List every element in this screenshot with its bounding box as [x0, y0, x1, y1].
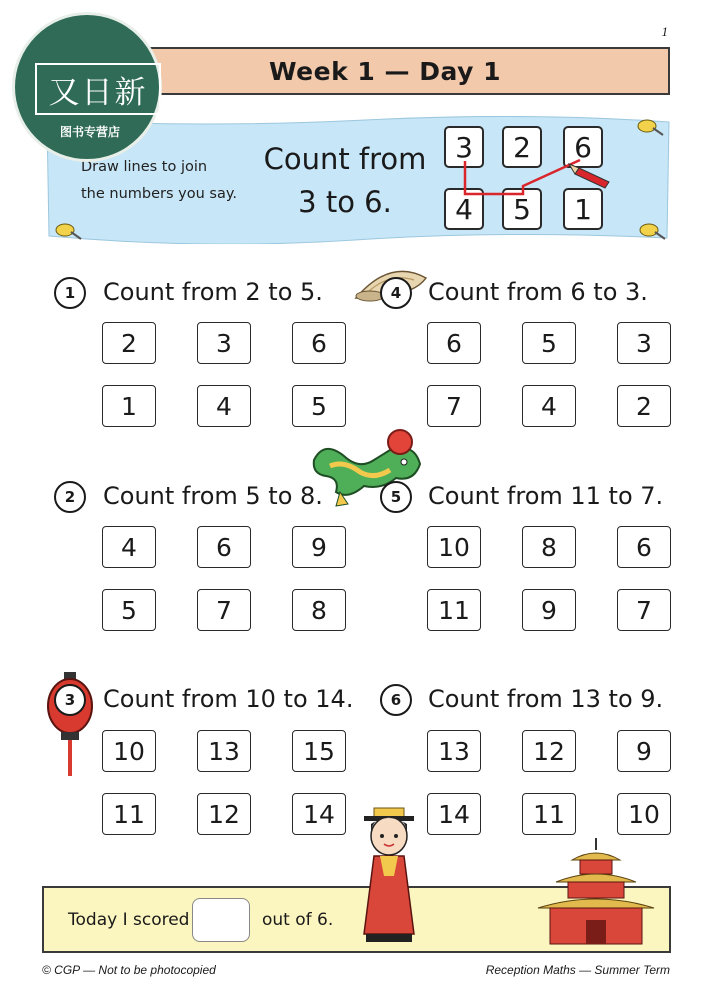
page-number: 1 — [661, 24, 668, 39]
number-box[interactable]: 6 — [427, 322, 481, 364]
question-number: 3 — [54, 684, 86, 716]
number-box[interactable]: 15 — [292, 730, 346, 772]
number-box[interactable]: 8 — [522, 526, 576, 568]
score-label: Today I scored — [68, 910, 190, 930]
question-number: 4 — [380, 277, 412, 309]
example-box: 1 — [563, 188, 603, 230]
number-box[interactable]: 12 — [197, 793, 251, 835]
number-box[interactable]: 10 — [427, 526, 481, 568]
number-box[interactable]: 10 — [102, 730, 156, 772]
number-box[interactable]: 10 — [617, 793, 671, 835]
number-box[interactable]: 13 — [197, 730, 251, 772]
number-box[interactable]: 5 — [522, 322, 576, 364]
number-box[interactable]: 11 — [102, 793, 156, 835]
princess-illustration — [358, 806, 420, 946]
question-text: Count from 13 to 9. — [428, 685, 664, 713]
example-box: 3 — [444, 126, 484, 168]
number-box[interactable]: 3 — [617, 322, 671, 364]
watermark-sub-text: 图书专营店 — [59, 125, 120, 139]
score-suffix: out of 6. — [262, 910, 334, 930]
example-box: 4 — [444, 188, 484, 230]
footer-copyright: © CGP — Not to be photocopied — [42, 963, 216, 977]
watermark-logo — [12, 12, 162, 162]
question-number: 6 — [380, 684, 412, 716]
number-box[interactable]: 11 — [427, 589, 481, 631]
footer-book-title: Reception Maths — Summer Term — [485, 963, 670, 977]
number-box[interactable]: 7 — [427, 385, 481, 427]
number-box[interactable]: 12 — [522, 730, 576, 772]
question-text: Count from 10 to 14. — [103, 685, 354, 713]
number-box[interactable]: 6 — [292, 322, 346, 364]
number-box[interactable]: 6 — [617, 526, 671, 568]
number-box[interactable]: 9 — [617, 730, 671, 772]
page-title: Week 1 — Day 1 — [269, 56, 501, 86]
example-box: 6 — [563, 126, 603, 168]
number-box[interactable]: 13 — [427, 730, 481, 772]
question-text: Count from 2 to 5. — [103, 278, 323, 306]
example-count-line: 3 to 6. — [298, 185, 392, 219]
number-box[interactable]: 4 — [522, 385, 576, 427]
number-box[interactable]: 14 — [427, 793, 481, 835]
number-box[interactable]: 5 — [102, 589, 156, 631]
number-box[interactable]: 7 — [617, 589, 671, 631]
number-box[interactable]: 9 — [522, 589, 576, 631]
number-box[interactable]: 11 — [522, 793, 576, 835]
number-box[interactable]: 2 — [102, 322, 156, 364]
question-text: Count from 11 to 7. — [428, 482, 664, 510]
number-box[interactable]: 8 — [292, 589, 346, 631]
question-number: 2 — [54, 481, 86, 513]
instruction-line: the numbers you say. — [81, 186, 237, 202]
number-box[interactable]: 9 — [292, 526, 346, 568]
number-box[interactable]: 7 — [197, 589, 251, 631]
pagoda-illustration — [532, 838, 660, 946]
number-box[interactable]: 14 — [292, 793, 346, 835]
number-box[interactable]: 2 — [617, 385, 671, 427]
title-bar — [145, 47, 670, 95]
question-number: 5 — [380, 481, 412, 513]
instruction-line: Draw lines to join — [81, 159, 208, 175]
number-box[interactable]: 3 — [197, 322, 251, 364]
watermark-main-text: 又日新 — [35, 63, 161, 115]
question-text: Count from 5 to 8. — [103, 482, 323, 510]
question-number: 1 — [54, 277, 86, 309]
score-input-box[interactable] — [192, 898, 250, 942]
number-box[interactable]: 6 — [197, 526, 251, 568]
example-box: 5 — [502, 188, 542, 230]
example-box: 2 — [502, 126, 542, 168]
number-box[interactable]: 1 — [102, 385, 156, 427]
number-box[interactable]: 4 — [197, 385, 251, 427]
number-box[interactable]: 4 — [102, 526, 156, 568]
example-count-line: Count from — [263, 142, 427, 176]
question-text: Count from 6 to 3. — [428, 278, 648, 306]
number-box[interactable]: 5 — [292, 385, 346, 427]
pencil-icon — [565, 160, 615, 190]
